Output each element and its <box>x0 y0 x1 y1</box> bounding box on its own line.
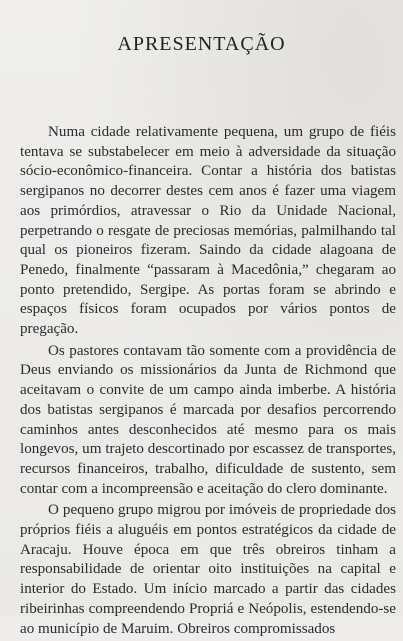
body-text <box>20 123 396 641</box>
paragraph-2: Os pastores contavam tão somente com a providência de Deus enviando os missionários da Junta de Richmond que aceitavam o convite de um campo ainda imberbe. A história dos batistas sergipanos é marcada por desafios percorrendo caminhos antes desconhecidos até mesmo para os mais longevos, um trajeto descortinado por escassez de transportes, recursos financeiros, trabalho, dificuldade de sustento, sem contar com a incompreensão e aceitação do clero dominante. <box>20 342 396 497</box>
page-title: APRESENTAÇÃO <box>117 33 286 55</box>
paragraph-1: Numa cidade relativamente pequena, um grupo de fiéis tentava se substabelecer em meio à adversidade da situação sócio-econômico-financeira. Contar a história dos batistas sergipanos no decorrer destes cem anos é fazer uma viagem aos primórdios, atravessar o Rio da Unidade Nacional, perpetrando o resgate de preciosas memórias, palmilhando tal qual os pioneiros fizeram. Saindo da cidade alagoana de Penedo, finalmente “passaram à Macedônia,” chegaram ao ponto pretendido, Sergipe. As portas foram se abrindo e espaços físicos foram ocupados por vários pontos de pregação. <box>20 124 396 338</box>
paragraph-3: O pequeno grupo migrou por imóveis de propriedade dos próprios fiéis a aluguéis em pontos estratégicos da cidade de Aracaju. Houve época em que três obreiros tinham a responsabilidade de orientar oito instituições na capital e interior do Estado. Um início marcado a partir das cidades ribeirinhas compreendendo Propriá e Neópolis, estendendo-se ao município de Maruim. Obreiros compromissados <box>20 502 396 637</box>
